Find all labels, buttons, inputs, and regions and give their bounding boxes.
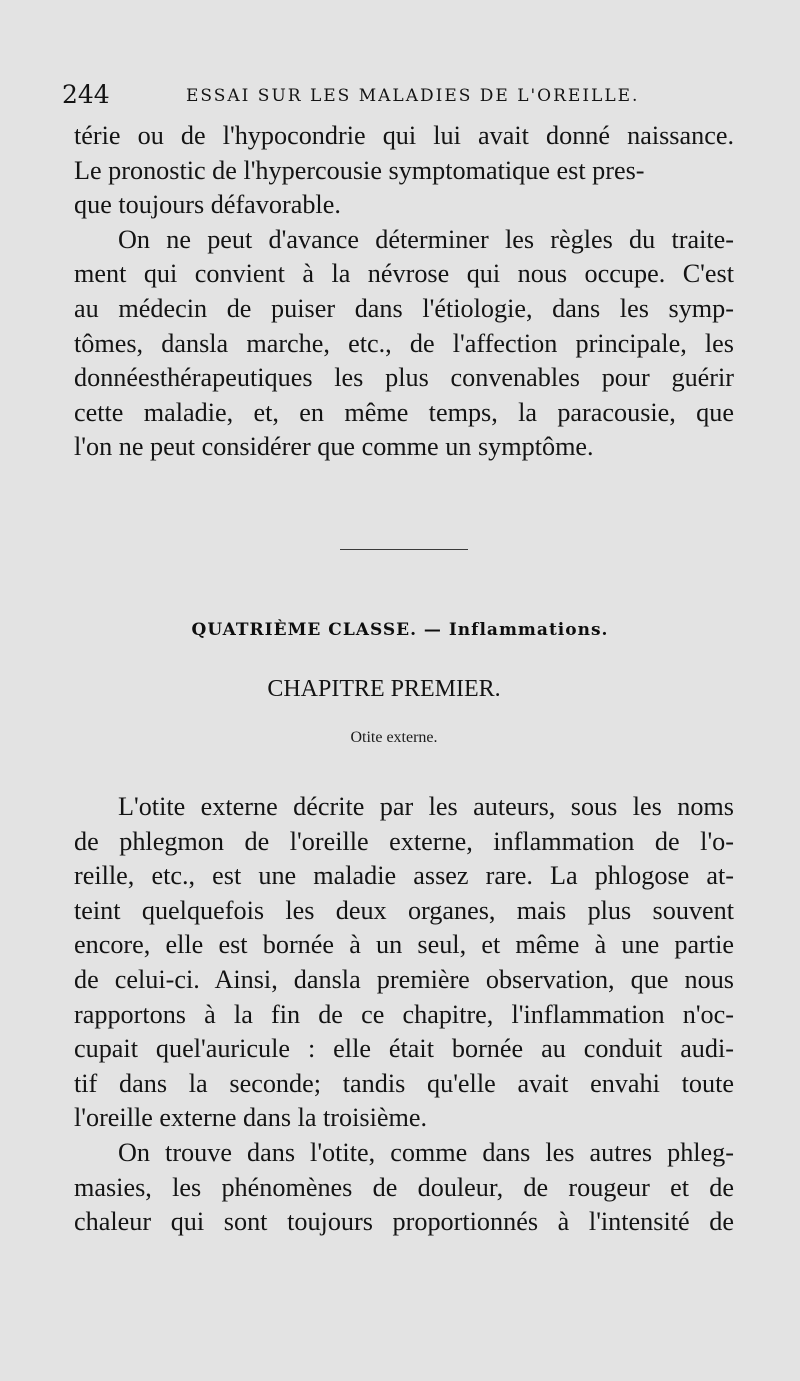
text-line: térie ou de l'hypocondrie qui lui avait donné naissance. [74,121,734,150]
text-line: cette maladie, et, en même temps, la paracousie, que [74,397,734,427]
text-line: de phlegmon de l'oreille externe, inflammation de l'o- [74,826,734,856]
text-line: l'oreille externe dans la troisième. [74,1103,428,1133]
text-line: tif dans la seconde; tandis qu'elle avait envahi toute [74,1068,734,1098]
chapter-title: CHAPITRE PREMIER. [267,676,501,702]
text-line: reille, etc., est une maladie assez rare. La phlogose at- [74,861,734,891]
text-line: tômes, dansla marche, etc., de l'affection principale, les [74,328,734,358]
section-heading: QUATRIÈME CLASSE. — Inflammations. [191,620,609,640]
text-line: teint quelquefois les deux organes, mais plus souvent [74,895,734,925]
text-line: On ne peut d'avance déterminer les règles du traite- [118,224,734,254]
section-divider [340,549,468,550]
text-line: rapportons à la fin de ce chapitre, l'inflammation n'oc- [74,999,734,1029]
running-title: ESSAI SUR LES MALADIES DE L'OREILLE. [186,86,640,106]
text-line: cupait quel'auricule : elle était bornée au conduit audi- [74,1034,734,1064]
chapter-subtitle: Otite externe. [350,729,438,746]
text-line: On trouve dans l'otite, comme dans les autres phleg- [118,1137,734,1167]
text-line: de celui-ci. Ainsi, dansla première observation, que nous [74,964,734,994]
text-line: encore, elle est bornée à un seul, et même à une partie [74,930,734,960]
text-line: L'otite externe décrite par les auteurs, sous les noms [118,792,734,821]
top-paragraphs [74,119,734,465]
text-line: au médecin de puiser dans l'étiologie, dans les symp- [74,293,734,323]
page-header [62,80,742,112]
page-number: 244 [62,80,110,109]
text-line: donnéesthérapeutiques les plus convenables pour guérir [74,363,734,393]
text-line: chaleur qui sont toujours proportionnés à l'intensité de [74,1207,734,1237]
body-paragraphs [74,790,734,1240]
text-line: masies, les phénomènes de douleur, de rougeur et de [74,1172,734,1202]
text-line: l'on ne peut considérer que comme un symptôme. [74,432,594,462]
text-line: Le pronostic de l'hypercousie symptomatique est pres- [74,155,645,185]
text-line: ment qui convient à la névrose qui nous occupe. C'est [74,259,734,289]
text-line: que toujours défavorable. [74,190,341,220]
